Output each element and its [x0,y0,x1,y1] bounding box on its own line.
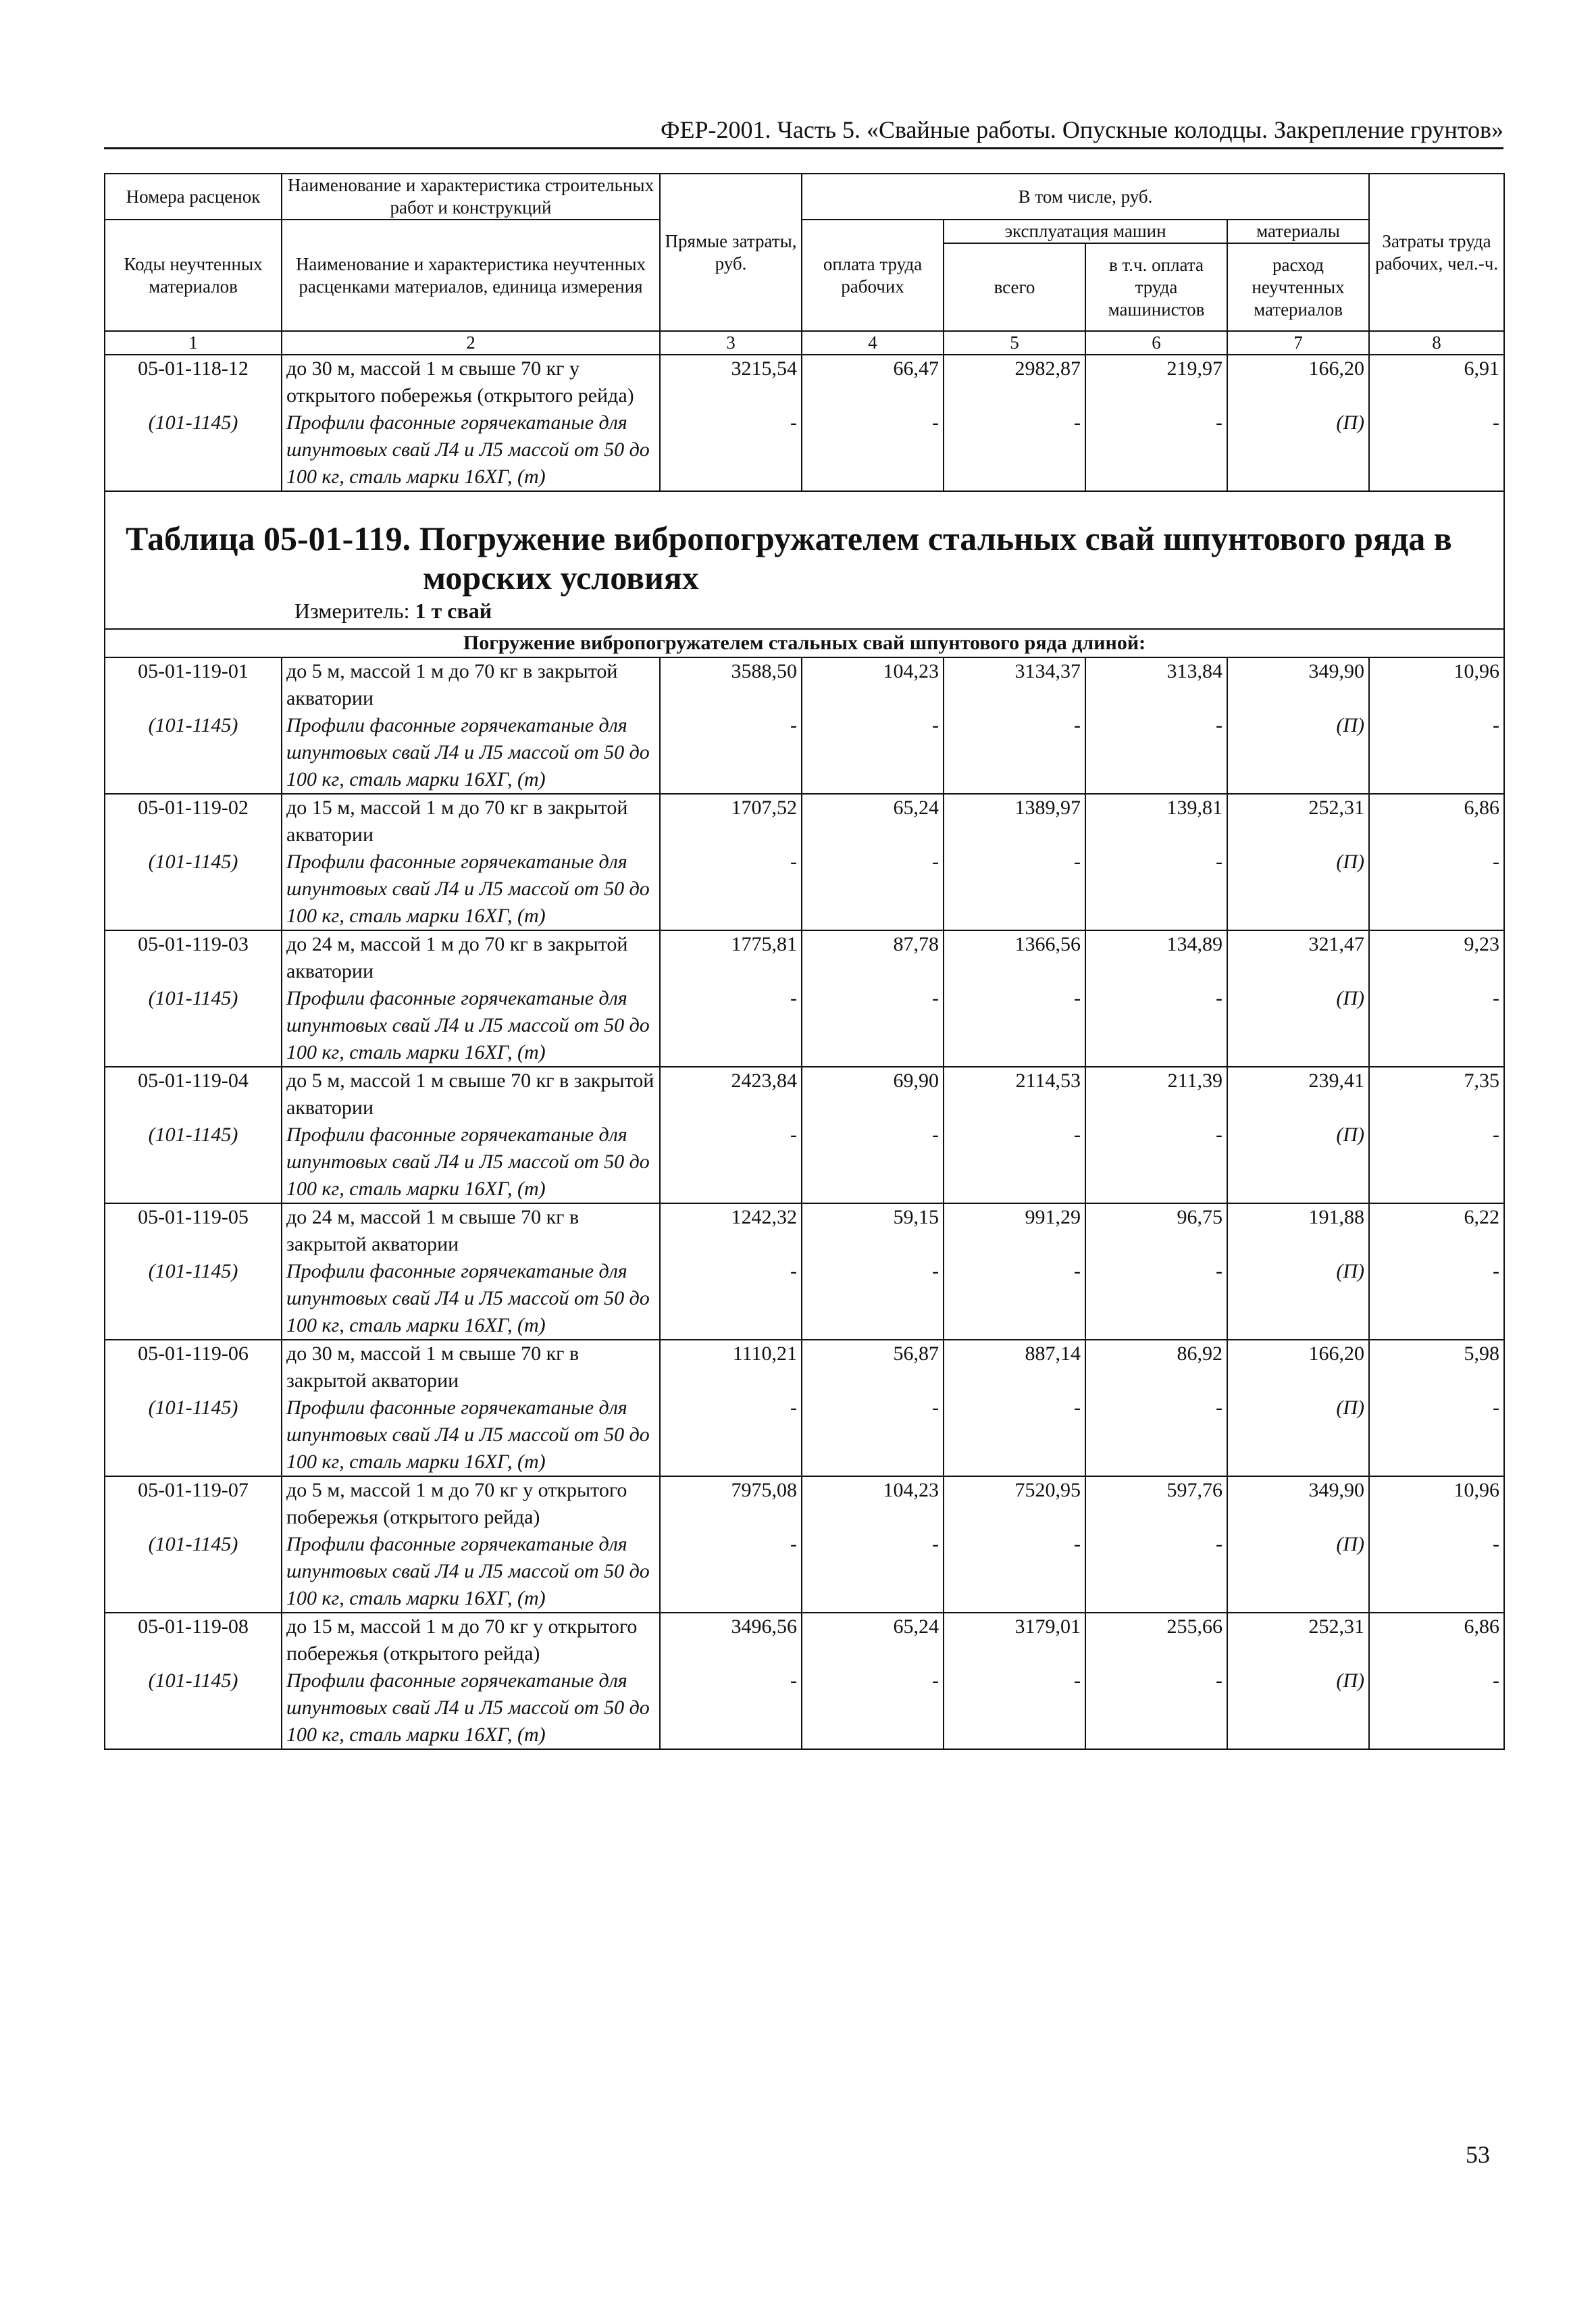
rate-row [105,1476,1504,1531]
material-code: (101-1145) [105,409,282,491]
machinist-pay: 597,76 [1085,1476,1227,1531]
labor-hours: 6,22 [1369,1203,1504,1258]
rate-row [105,930,1504,985]
machinist-pay: 211,39 [1085,1067,1227,1122]
machines-total: 2982,87 [944,355,1085,409]
rate-code: 05-01-118-12 [105,355,282,409]
dash: - [660,409,802,491]
dash: - [1085,985,1227,1067]
material-row [105,1531,1504,1613]
material-row [105,849,1504,930]
dash: - [944,409,1085,491]
dash: - [802,409,944,491]
rate-name: до 24 м, массой 1 м до 70 кг в закрытой акватории [282,930,660,985]
labor-pay: 65,24 [802,794,944,849]
meter [105,597,1503,628]
material-name: Профили фасонные горячекатаные для шпунтовых свай Л4 и Л5 массой от 50 до 100 кг, сталь марки 16ХГ, (т) [282,1667,660,1749]
material-row [105,1394,1504,1476]
machines-total: 3134,37 [944,657,1085,712]
header-materials-use: расход неучтенных материалов [1227,243,1369,331]
column-number: 8 [1369,331,1504,355]
dash: - [802,985,944,1067]
material-name: Профили фасонные горячекатаные для шпунтовых свай Л4 и Л5 массой от 50 до 100 кг, сталь марки 16ХГ, (т) [282,985,660,1067]
machines-total: 1366,56 [944,930,1085,985]
header-materials: материалы [1227,220,1369,243]
machinist-pay: 96,75 [1085,1203,1227,1258]
dash: - [1085,712,1227,794]
dash: - [1369,1394,1504,1476]
machines-total: 7520,95 [944,1476,1085,1531]
table-title-line2: морских условиях [423,559,699,597]
rate-row [105,1067,1504,1122]
rate-code: 05-01-119-04 [105,1067,282,1122]
materials-cost: 191,88 [1227,1203,1369,1258]
material-name: Профили фасонные горячекатаные для шпунтовых свай Л4 и Л5 массой от 50 до 100 кг, сталь марки 16ХГ, (т) [282,849,660,930]
dash: - [802,712,944,794]
table-header [105,174,1504,355]
material-row [105,712,1504,794]
material-code: (101-1145) [105,985,282,1067]
rate-code: 05-01-119-01 [105,657,282,712]
rate-name: до 30 м, массой 1 м свыше 70 кг у открытого побережья (открытого рейда) [282,355,660,409]
dash: - [944,849,1085,930]
material-code: (101-1145) [105,1531,282,1613]
materials-cost: 321,47 [1227,930,1369,985]
material-code: (101-1145) [105,1258,282,1340]
material-mark: (П) [1227,1258,1369,1340]
rate-name: до 30 м, массой 1 м свыше 70 кг в закрытой акватории [282,1340,660,1394]
dash: - [1369,849,1504,930]
labor-pay: 104,23 [802,657,944,712]
meter-value: 1 т свай [415,599,492,623]
material-code: (101-1145) [105,1122,282,1203]
labor-hours: 6,91 [1369,355,1504,409]
material-name: Профили фасонные горячекатаные для шпунтовых свай Л4 и Л5 массой от 50 до 100 кг, сталь марки 16ХГ, (т) [282,409,660,491]
labor-pay: 104,23 [802,1476,944,1531]
labor-pay: 66,47 [802,355,944,409]
material-code: (101-1145) [105,712,282,794]
group-heading: Погружение вибропогружателем стальных свай шпунтового ряда длиной: [105,629,1504,657]
dash: - [1369,1531,1504,1613]
rate-code: 05-01-119-07 [105,1476,282,1531]
table-title-block [105,491,1504,657]
dash: - [1085,409,1227,491]
direct-costs: 7975,08 [660,1476,802,1531]
materials-cost: 166,20 [1227,355,1369,409]
material-mark: (П) [1227,1531,1369,1613]
labor-pay: 56,87 [802,1340,944,1394]
labor-hours: 10,96 [1369,1476,1504,1531]
labor-pay: 87,78 [802,930,944,985]
rate-name: до 15 м, массой 1 м до 70 кг у открытого побережья (открытого рейда) [282,1613,660,1667]
rate-row [105,1203,1504,1258]
rate-name: до 15 м, массой 1 м до 70 кг в закрытой акватории [282,794,660,849]
rate-name: до 5 м, массой 1 м свыше 70 кг в закрытой акватории [282,1067,660,1122]
rate-row [105,657,1504,712]
machinist-pay: 255,66 [1085,1613,1227,1667]
material-mark: (П) [1227,409,1369,491]
dash: - [944,1531,1085,1613]
labor-hours: 10,96 [1369,657,1504,712]
dash: - [660,712,802,794]
column-number: 6 [1085,331,1227,355]
column-number: 3 [660,331,802,355]
page-number: 53 [1466,2141,1490,2168]
dash: - [660,1258,802,1340]
material-row [105,985,1504,1067]
dash: - [660,1667,802,1749]
material-code: (101-1145) [105,1394,282,1476]
rate-name: до 5 м, массой 1 м до 70 кг у открытого побережья (открытого рейда) [282,1476,660,1531]
table-title-line1: Таблица 05-01-119. Погружение вибропогружателем стальных свай шпунтового ряда в [126,520,1452,557]
header-material-names: Наименование и характеристика неучтенных расценками материалов, единица измерения [282,220,660,331]
table-title-cell [105,491,1504,629]
column-number: 4 [802,331,944,355]
direct-costs: 1775,81 [660,930,802,985]
machinist-pay: 219,97 [1085,355,1227,409]
rate-row [105,794,1504,849]
header-work-name: Наименование и характеристика строительных работ и конструкций [282,174,660,220]
direct-costs: 3215,54 [660,355,802,409]
material-code: (101-1145) [105,849,282,930]
rate-code: 05-01-119-08 [105,1613,282,1667]
material-row [105,1258,1504,1340]
material-code: (101-1145) [105,1667,282,1749]
header-machines-total: всего [944,243,1085,331]
direct-costs: 3588,50 [660,657,802,712]
material-mark: (П) [1227,1122,1369,1203]
labor-pay: 69,90 [802,1067,944,1122]
rate-code: 05-01-119-03 [105,930,282,985]
rate-row [105,1613,1504,1667]
column-number: 2 [282,331,660,355]
dash: - [660,1394,802,1476]
material-name: Профили фасонные горячекатаные для шпунтовых свай Л4 и Л5 массой от 50 до 100 кг, сталь марки 16ХГ, (т) [282,1394,660,1476]
dash: - [1085,1531,1227,1613]
rate-code: 05-01-119-05 [105,1203,282,1258]
header-machinist-pay: в т.ч. оплата труда машинистов [1085,243,1227,331]
material-row [105,409,1504,491]
materials-cost: 252,31 [1227,1613,1369,1667]
dash: - [802,1258,944,1340]
materials-cost: 349,90 [1227,657,1369,712]
header-labor-hours: Затраты труда рабочих, чел.-ч. [1369,174,1504,331]
column-number: 5 [944,331,1085,355]
dash: - [1085,1258,1227,1340]
dash: - [660,1122,802,1203]
machinist-pay: 313,84 [1085,657,1227,712]
materials-cost: 349,90 [1227,1476,1369,1531]
rate-code: 05-01-119-02 [105,794,282,849]
dash: - [1085,849,1227,930]
dash: - [1369,985,1504,1067]
dash: - [660,985,802,1067]
machinist-pay: 134,89 [1085,930,1227,985]
dash: - [944,712,1085,794]
column-number: 1 [105,331,282,355]
dash: - [1369,1122,1504,1203]
header-labor-pay: оплата труда рабочих [802,220,944,331]
dash: - [660,1531,802,1613]
dash: - [802,849,944,930]
header-machines: эксплуатация машин [944,220,1227,243]
materials-cost: 252,31 [1227,794,1369,849]
dash: - [802,1667,944,1749]
direct-costs: 1707,52 [660,794,802,849]
dash: - [802,1394,944,1476]
header-rate-numbers: Номера расценок [105,174,282,220]
labor-hours: 6,86 [1369,1613,1504,1667]
labor-hours: 9,23 [1369,930,1504,985]
rate-code: 05-01-119-06 [105,1340,282,1394]
labor-pay: 65,24 [802,1613,944,1667]
dash: - [660,849,802,930]
dash: - [802,1531,944,1613]
material-row [105,1667,1504,1749]
machinist-pay: 139,81 [1085,794,1227,849]
dash: - [1085,1667,1227,1749]
material-name: Профили фасонные горячекатаные для шпунтовых свай Л4 и Л5 массой от 50 до 100 кг, сталь марки 16ХГ, (т) [282,1258,660,1340]
dash: - [1369,1667,1504,1749]
table-title [105,492,1503,597]
materials-cost: 239,41 [1227,1067,1369,1122]
rates-table [104,173,1505,1750]
dash: - [944,1394,1085,1476]
material-row [105,1122,1504,1203]
material-mark: (П) [1227,1394,1369,1476]
material-name: Профили фасонные горячекатаные для шпунтовых свай Л4 и Л5 массой от 50 до 100 кг, сталь марки 16ХГ, (т) [282,1531,660,1613]
labor-pay: 59,15 [802,1203,944,1258]
machines-total: 887,14 [944,1340,1085,1394]
dash: - [1369,409,1504,491]
labor-hours: 6,86 [1369,794,1504,849]
meter-label: Измеритель: [294,599,410,623]
dash: - [944,1122,1085,1203]
direct-costs: 3496,56 [660,1613,802,1667]
running-header: ФЕР-2001. Часть 5. «Свайные работы. Опускные колодцы. Закрепление грунтов» [104,115,1503,149]
direct-costs: 1242,32 [660,1203,802,1258]
dash: - [944,985,1085,1067]
materials-cost: 166,20 [1227,1340,1369,1394]
dash: - [944,1667,1085,1749]
labor-hours: 7,35 [1369,1067,1504,1122]
dash: - [944,1258,1085,1340]
material-mark: (П) [1227,1667,1369,1749]
dash: - [1085,1122,1227,1203]
column-number: 7 [1227,331,1369,355]
material-name: Профили фасонные горячекатаные для шпунтовых свай Л4 и Л5 массой от 50 до 100 кг, сталь марки 16ХГ, (т) [282,1122,660,1203]
machines-total: 2114,53 [944,1067,1085,1122]
direct-costs: 1110,21 [660,1340,802,1394]
rate-row [105,355,1504,409]
machines-total: 3179,01 [944,1613,1085,1667]
direct-costs: 2423,84 [660,1067,802,1122]
machines-total: 1389,97 [944,794,1085,849]
dash: - [802,1122,944,1203]
material-mark: (П) [1227,849,1369,930]
rate-name: до 5 м, массой 1 м до 70 кг в закрытой акватории [282,657,660,712]
rows-before [105,355,1504,491]
labor-hours: 5,98 [1369,1340,1504,1394]
dash: - [1085,1394,1227,1476]
machinist-pay: 86,92 [1085,1340,1227,1394]
machines-total: 991,29 [944,1203,1085,1258]
rate-row [105,1340,1504,1394]
rows-main [105,657,1504,1749]
rate-name: до 24 м, массой 1 м свыше 70 кг в закрытой акватории [282,1203,660,1258]
dash: - [1369,1258,1504,1340]
header-material-codes: Коды неучтенных материалов [105,220,282,331]
header-including: В том числе, руб. [802,174,1369,220]
material-name: Профили фасонные горячекатаные для шпунтовых свай Л4 и Л5 массой от 50 до 100 кг, сталь марки 16ХГ, (т) [282,712,660,794]
header-direct-costs: Прямые затраты, руб. [660,174,802,331]
material-mark: (П) [1227,712,1369,794]
dash: - [1369,712,1504,794]
material-mark: (П) [1227,985,1369,1067]
